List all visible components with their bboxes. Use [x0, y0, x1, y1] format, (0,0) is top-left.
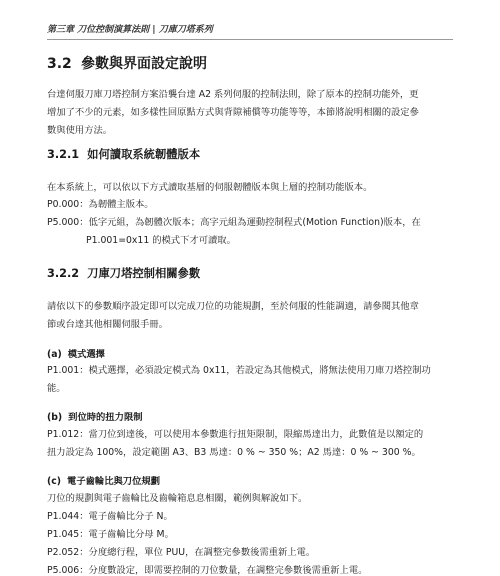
params-intro-line-2: 節或台達其他相關伺服手冊。 — [47, 319, 168, 330]
item-title: 模式選擇 — [67, 349, 105, 360]
intro-line-1: 台達伺服刀庫刀塔控制方案沿襲台達 A2 系列伺服的控制法則，除了原本的控制功能外，更 — [47, 89, 419, 100]
p2052-line: P2.052：分度總行程，單位 PUU，在調整完參數後需重新上電。 — [47, 547, 316, 558]
section-heading — [47, 53, 207, 73]
item-label: (c) — [47, 476, 62, 487]
item-title: 到位時的扭力限制 — [68, 412, 143, 423]
subsection-title: 如何讀取系統韌體版本 — [87, 148, 201, 161]
header-divider — [47, 39, 453, 40]
p0000-line: P0.000：為韌體主版本。 — [47, 199, 154, 210]
section-title: 參數與界面設定說明 — [81, 56, 207, 72]
p5000-line-continued: P1.001=0x11 的模式下才可讀取。 — [86, 235, 236, 246]
item-b-line-2: 扭力設定為 100%，設定範圍 A3、B3 馬達：0 % ~ 350 %；A2 馬達：0 % ~ 300 %。 — [47, 447, 421, 458]
item-c-heading — [47, 473, 160, 487]
intro-line-2: 增加了不少的元素，如多樣性回原點方式與背隙補償等功能等等，本節將說明相關的設定參 — [47, 107, 419, 118]
subsection-heading-3-2-2 — [47, 265, 200, 281]
item-b-heading — [47, 409, 143, 423]
intro-line-3: 數與使用方法。 — [47, 125, 113, 136]
item-a-line-2: 能。 — [47, 383, 66, 394]
subsection-number: 3.2.2 — [47, 267, 80, 280]
item-label: (a) — [47, 349, 62, 360]
subsection-title: 刀庫刀塔控制相關參數 — [87, 267, 201, 280]
firmware-intro-line: 在本系統上，可以依以下方式讀取基層的伺服韌體版本與上層的控制功能版本。 — [47, 182, 373, 193]
p1044-line: P1.044：電子齒輪比分子 N。 — [47, 511, 173, 522]
item-a-line-1: P1.001：模式選擇，必須設定模式為 0x11，若設定為其他模式，將無法使用刀庫刀塔控制功 — [47, 365, 431, 376]
subsection-heading-3-2-1 — [47, 146, 200, 162]
p5006-line-partial: P5.006：分度數設定，即需要控制的刀位數量，在調整完參數後需重新上電。 — [47, 565, 368, 576]
running-header: 第三章 刀位控制演算法則 | 刀庫刀塔系列 — [47, 25, 213, 35]
p5000-line: P5.000：低字元組，為韌體次版本；高字元組為運動控制程式(Motion Function)版本，在 — [47, 217, 421, 228]
item-c-line-1: 刀位的規劃與電子齒輪比及齒輪箱息息相關，範例與解說如下。 — [47, 493, 308, 504]
subsection-number: 3.2.1 — [47, 148, 80, 161]
item-a-heading — [47, 346, 105, 360]
item-title: 電子齒輪比與刀位規劃 — [67, 476, 160, 487]
item-b-line-1: P1.012：當刀位到達後，可以使用本參數進行扭矩限制，限縮馬達出力，此數值是以額定的 — [47, 429, 424, 440]
item-label: (b) — [47, 412, 63, 423]
section-number: 3.2 — [47, 56, 72, 72]
p1045-line: P1.045：電子齒輪比分母 M。 — [47, 529, 174, 540]
params-intro-line-1: 請依以下的參數順序設定即可以完成刀位的功能規劃，至於伺服的性能調適，請參閱其他章 — [47, 301, 419, 312]
